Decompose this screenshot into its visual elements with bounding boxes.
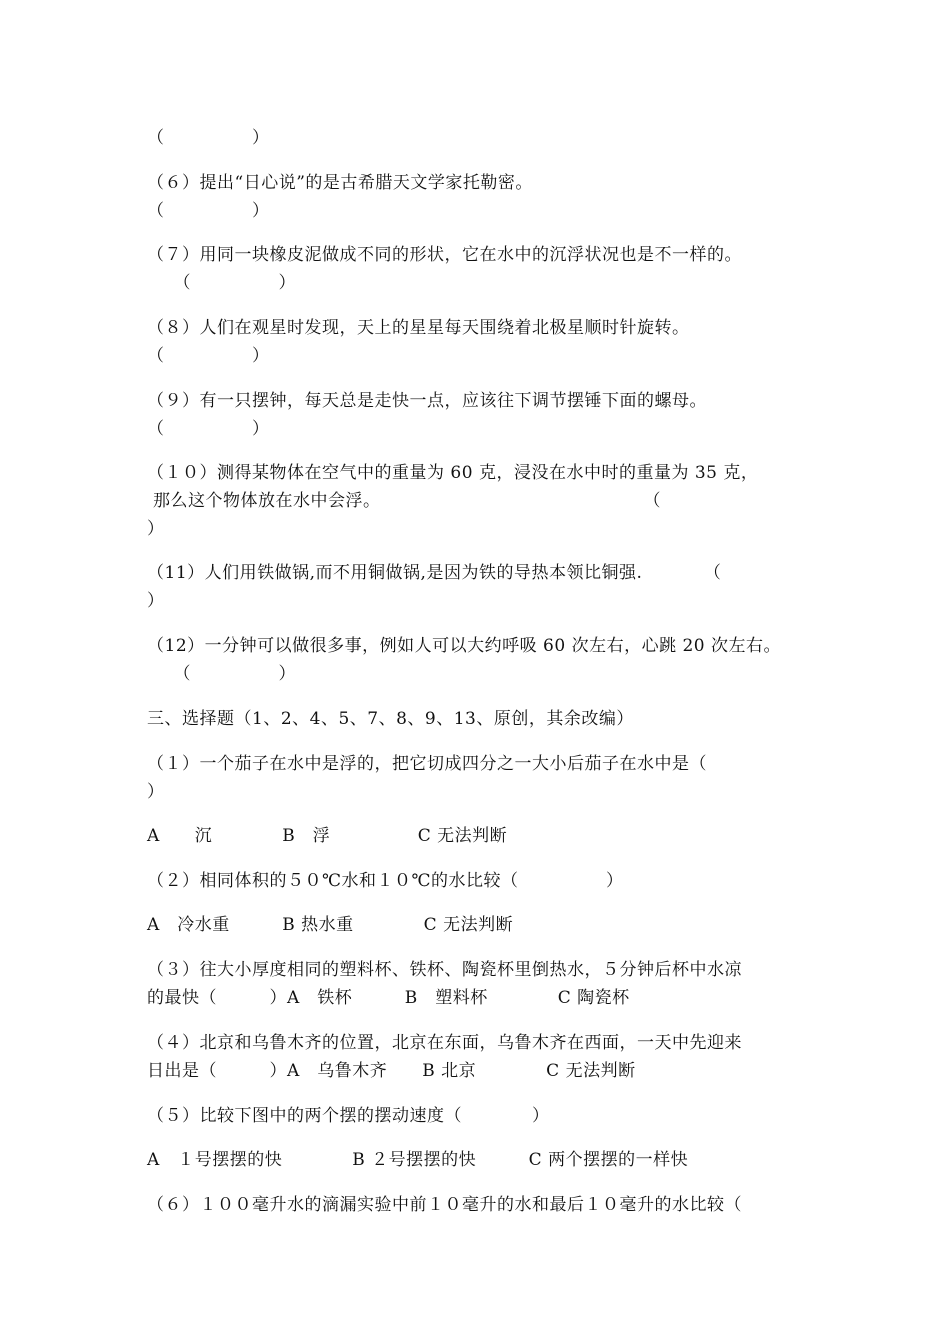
statement-7: （７）用同一块橡皮泥做成不同的形状，它在水中的沉浮状况也是不一样的。: [147, 245, 742, 265]
question-1: （１）一个茄子在水中是浮的，把它切成四分之一大小后茄子在水中是（: [147, 754, 707, 774]
question-3: （３）往大小厚度相同的塑料杯、铁杯、陶瓷杯里倒热水，５分钟后杯中水凉: [147, 960, 742, 980]
answer-blank: （ ）: [147, 664, 296, 684]
question-5: （５）比较下图中的两个摆的摆动速度（ ）: [147, 1106, 550, 1126]
statement-11: （11）人们用铁做锅,而不用铜做锅,是因为铁的导热本领比铜强. （: [147, 563, 722, 583]
answer-blank: （ ）: [147, 201, 270, 221]
statement-6: （６）提出“日心说”的是古希腊天文学家托勒密。: [147, 173, 533, 193]
question-2: （２）相同体积的５０℃水和１０℃的水比较（ ）: [147, 871, 624, 891]
answer-blank: （ ）: [147, 346, 270, 366]
statement-12: （12）一分钟可以做很多事，例如人可以大约呼吸 60 次左右，心跳 20 次左右。: [147, 636, 782, 656]
answer-blank: （ ）: [147, 128, 270, 148]
question-1-options: A 沉 B 浮 C 无法判断: [147, 826, 508, 846]
question-6: （６）１００毫升水的滴漏实验中前１０毫升的水和最后１０毫升的水比较（: [147, 1195, 742, 1215]
answer-blank: （ ）: [147, 419, 270, 439]
section-heading: 三、选择题（1、2、4、5、7、8、9、13、原创，其余改编）: [147, 709, 634, 729]
question-2-options: A 冷水重 B 热水重 C 无法判断: [147, 915, 514, 935]
statement-8: （８）人们在观星时发现，天上的星星每天围绕着北极星顺时针旋转。: [147, 318, 690, 338]
statement-9: （９）有一只摆钟，每天总是走快一点，应该往下调节摆锤下面的螺母。: [147, 391, 707, 411]
question-4: （４）北京和乌鲁木齐的位置，北京在东面，乌鲁木齐在西面，一天中先迎来: [147, 1033, 742, 1053]
question-3-options: 的最快（ ）A 铁杯 B 塑料杯 C 陶瓷杯: [147, 988, 630, 1008]
answer-blank-close: ）: [147, 519, 165, 539]
answer-blank-close: ）: [147, 782, 165, 802]
statement-10-cont: 那么这个物体放在水中会浮。 （: [153, 491, 661, 511]
question-4-options: 日出是（ ）A 乌鲁木齐 B 北京 C 无法判断: [147, 1061, 636, 1081]
statement-10: （１０）测得某物体在空气中的重量为 60 克，浸没在水中时的重量为 35 克，: [147, 463, 759, 483]
question-5-options: A １号摆摆的快 B ２号摆摆的快 C 两个摆摆的一样快: [147, 1150, 689, 1170]
answer-blank: （ ）: [147, 273, 296, 293]
answer-blank-close: ）: [147, 591, 165, 611]
